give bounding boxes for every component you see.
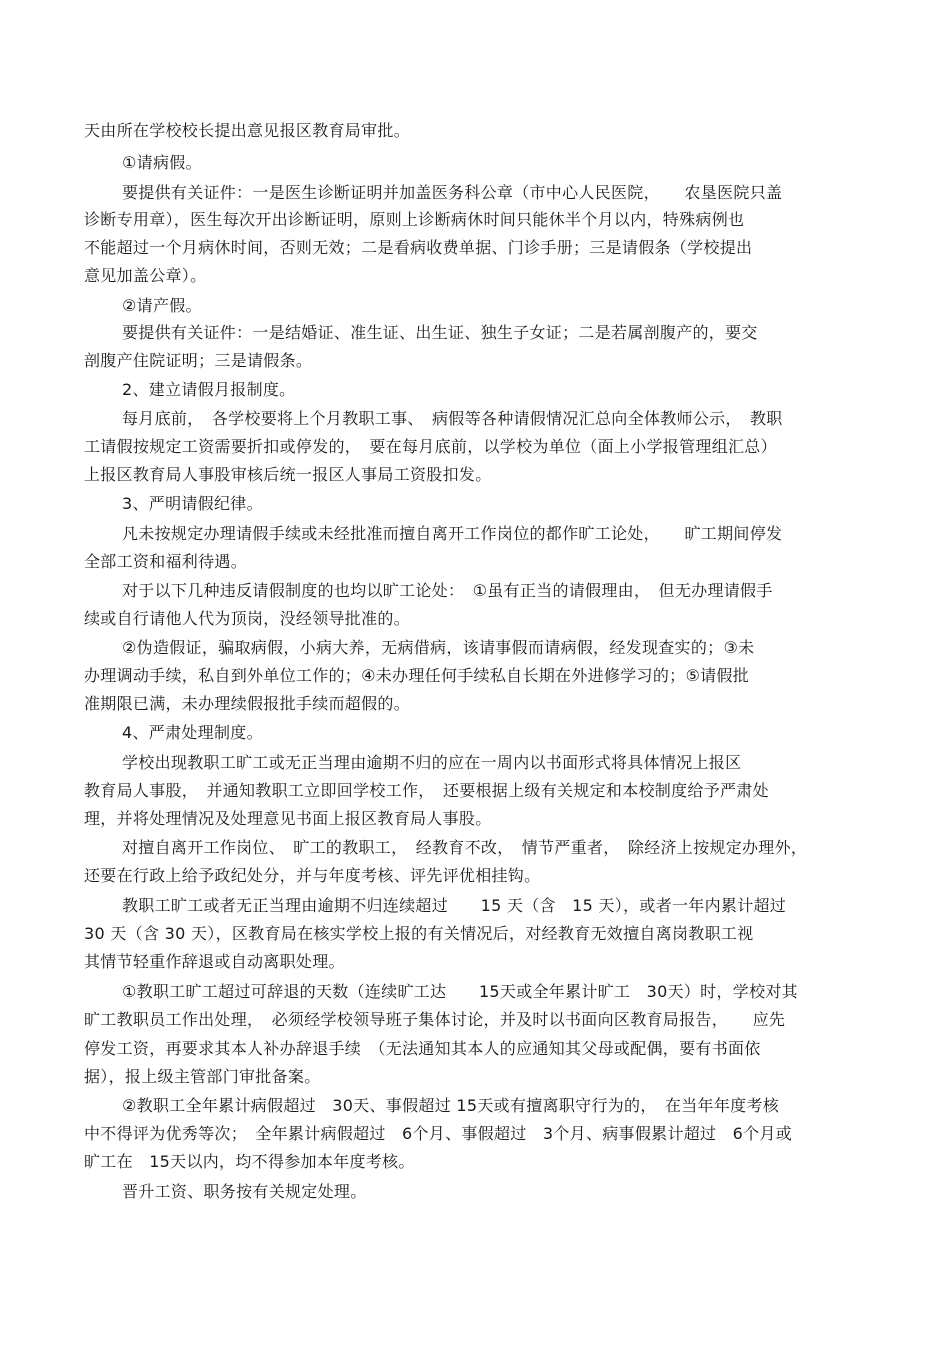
- text-line: 学校出现教职工旷工或无正当理由逾期不归的应在一周内以书面形式将具体情况上报区: [122, 753, 742, 772]
- text-line: 诊断专用章），医生每次开出诊断证明，原则上诊断病休时间只能休半个月以内，特殊病例也: [84, 210, 745, 229]
- text-line: 对于以下几种违反请假制度的也均以旷工论处： ①虽有正当的请假理由， 但无办理请假手: [122, 581, 773, 600]
- text-line: 凡未按规定办理请假手续或未经批准而擅自离开工作岗位的都作旷工论处， 旷工期间停发: [122, 524, 783, 543]
- text-line: ①教职工旷工超过可辞退的天数（连续旷工达 15天或全年累计旷工 30天）时，学校对其: [122, 982, 798, 1001]
- text-line: 不能超过一个月病休时间，否则无效；二是看病收费单据、门诊手册；三是请假条（学校提出: [84, 238, 753, 257]
- text-line: 教职工旷工或者无正当理由逾期不归连续超过 15 天（含 15 天），或者一年内累计超过: [122, 896, 787, 915]
- text-line: 教育局人事股， 并通知教职工立即回学校工作， 还要根据上级有关规定和本校制度给予严肃处: [84, 781, 769, 800]
- text-line: 每月底前， 各学校要将上个月教职工事、 病假等各种请假情况汇总向全体教师公示， 教职: [122, 409, 783, 428]
- text-line: 意见加盖公章）。: [84, 266, 207, 285]
- text-line: 准期限已满，未办理续假报批手续而超假的。: [84, 694, 411, 713]
- text-line: 剖腹产住院证明；三是请假条。: [84, 351, 313, 370]
- text-line: 据），报上级主管部门审批备案。: [84, 1067, 321, 1086]
- text-line: 工请假按规定工资需要折扣或停发的， 要在每月底前，以学校为单位（面上小学报管理组汇总）: [84, 437, 777, 456]
- text-line: 其情节轻重作辞退或自动离职处理。: [84, 952, 345, 971]
- text-line: 要提供有关证件：一是医生诊断证明并加盖医务科公章（市中心人民医院， 农垦医院只盖: [122, 183, 783, 202]
- text-line: 续或自行请他人代为顶岗，没经领导批准的。: [84, 609, 411, 628]
- text-line: 对擅自离开工作岗位、 旷工的教职工， 经教育不改， 情节严重者， 除经济上按规定办理外，: [122, 838, 808, 857]
- text-line: 中不得评为优秀等次； 全年累计病假超过 6个月、事假超过 3个月、病事假累计超过 6个月或: [84, 1124, 793, 1143]
- text-line: 上报区教育局人事股审核后统一报区人事局工资股扣发。: [84, 465, 492, 484]
- text-line: 旷工教职员工作出处理， 必须经学校领导班子集体讨论，并及时以书面向区教育局报告， 应先: [84, 1010, 786, 1029]
- text-line: 旷工在 15天以内，均不得参加本年度考核。: [84, 1152, 415, 1171]
- text-line: 天由所在学校校长提出意见报区教育局审批。: [84, 121, 411, 140]
- text-line: 全部工资和福利待遇。: [84, 552, 248, 571]
- text-line: 3、严明请假纪律。: [122, 494, 263, 513]
- text-line: 4、严肃处理制度。: [122, 723, 263, 742]
- text-line: ①请病假。: [122, 153, 202, 172]
- text-line: ②伪造假证，骗取病假，小病大养，无病借病，该请事假而请病假，经发现查实的；③未: [122, 638, 755, 657]
- text-line: 30 天（含 30 天），区教育局在核实学校上报的有关情况后，对经教育无效擅自离岗教职工视: [84, 924, 754, 943]
- text-line: 还要在行政上给予政纪处分，并与年度考核、评先评优相挂钩。: [84, 866, 541, 885]
- text-line: 晋升工资、职务按有关规定处理。: [122, 1182, 367, 1201]
- text-line: 理，并将处理情况及处理意见书面上报区教育局人事股。: [84, 809, 492, 828]
- text-line: 2、建立请假月报制度。: [122, 380, 296, 399]
- text-line: 停发工资，再要求其本人补办辞退手续 （无法通知其本人的应通知其父母或配偶，要有书面依: [84, 1039, 761, 1058]
- text-line: ②请产假。: [122, 296, 202, 315]
- text-line: 要提供有关证件：一是结婚证、准生证、出生证、独生子女证；二是若属剖腹产的，要交: [122, 323, 758, 342]
- text-line: ②教职工全年累计病假超过 30天、事假超过 15天或有擅离职守行为的， 在当年年度考核: [122, 1096, 780, 1115]
- text-line: 办理调动手续，私自到外单位工作的；④未办理任何手续私自长期在外进修学习的；⑤请假批: [84, 666, 749, 685]
